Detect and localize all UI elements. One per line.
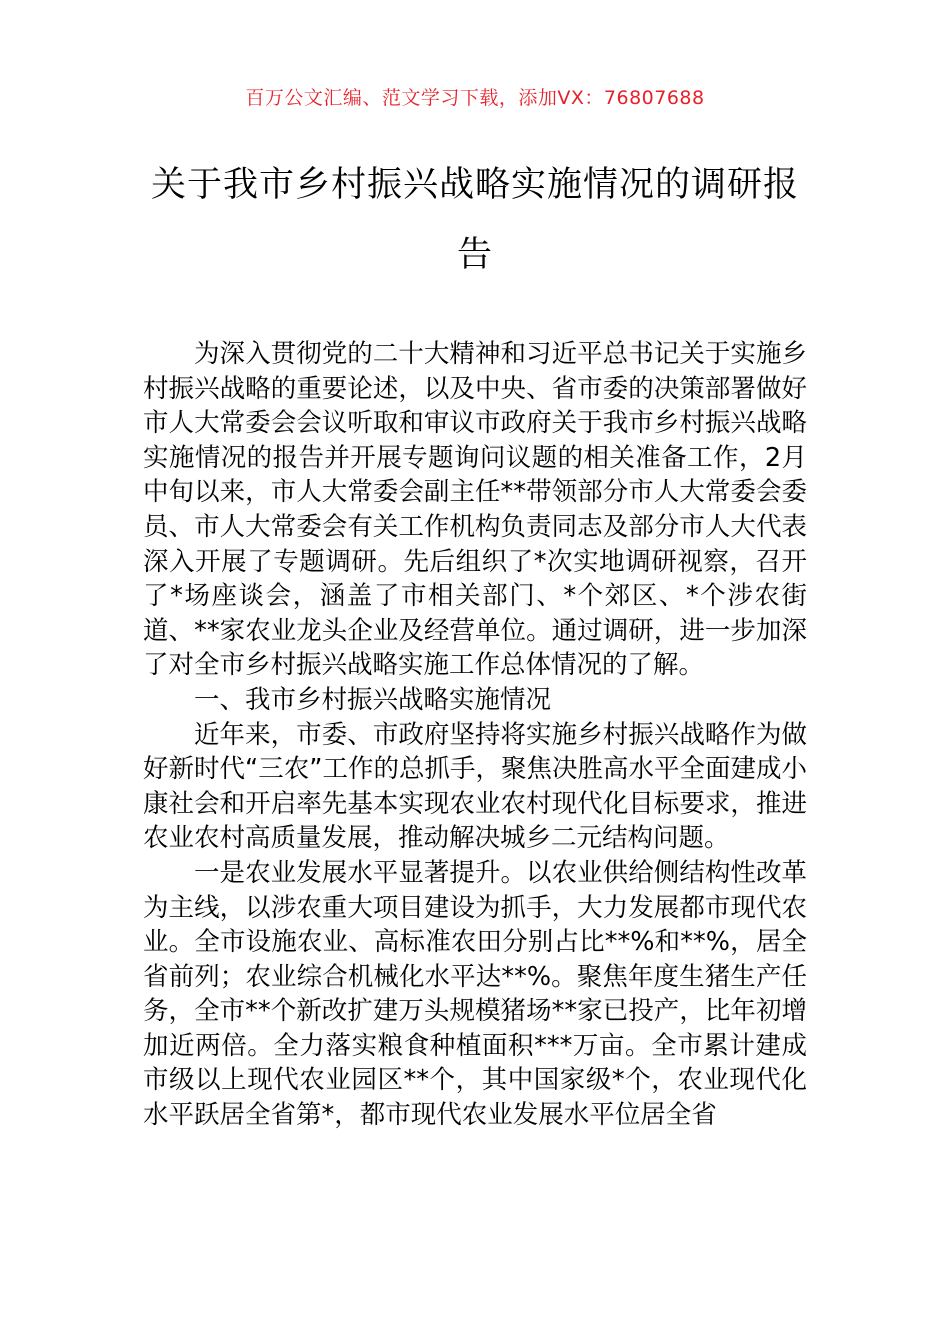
document-title: 关于我市乡村振兴战略实施情况的调研报告: [150, 165, 799, 275]
agriculture-paragraph: 一是农业发展水平显著提升。以农业供给侧结构性改革为主线，以涉农重大项目建设为抓手，大力发展都市现代农业。全市设施农业、高标准农田分别占比**%和**%，居全省前列；农业综合机械化水平达**%。聚焦年度生猪生产任务，全市**个新改扩建万头规模猪场**家已投产，比年初增加近两倍。全力落实粮食种植面积***万亩。全市累计建成市级以上现代农业园区**个，其中国家级*个，农业现代化水平跃居全省第*，都市现代农业发展水平位居全省: [143, 857, 807, 1131]
header-watermark-note: 百万公文汇编、范文学习下载，添加VX：76807688: [245, 87, 705, 109]
document-body: [143, 337, 807, 1133]
intro-paragraph: 为深入贯彻党的二十大精神和习近平总书记关于实施乡村振兴战略的重要论述，以及中央、省市委的决策部署做好市人大常委会会议听取和审议市政府关于我市乡村振兴战略实施情况的报告并开展专题询问议题的相关准备工作，2月中旬以来，市人大常委会副主任**带领部分市人大常委会委员、市人大常委会有关工作机构负责同志及部分市人大代表深入开展了专题调研。先后组织了*次实地调研视察，召开了*场座谈会，涵盖了市相关部门、*个郊区、*个涉农街道、**家农业龙头企业及经营单位。通过调研，进一步加深了对全市乡村振兴战略实施工作总体情况的了解。: [143, 339, 807, 681]
section-heading: 一、我市乡村振兴战略实施情况: [194, 684, 552, 715]
overview-paragraph: 近年来，市委、市政府坚持将实施乡村振兴战略作为做好新时代“三农”工作的总抓手，聚焦决胜高水平全面建成小康社会和开启率先基本实现农业农村现代化目标要求，推进农业农村高质量发展，推动解决城乡二元结构问题。: [143, 719, 807, 854]
